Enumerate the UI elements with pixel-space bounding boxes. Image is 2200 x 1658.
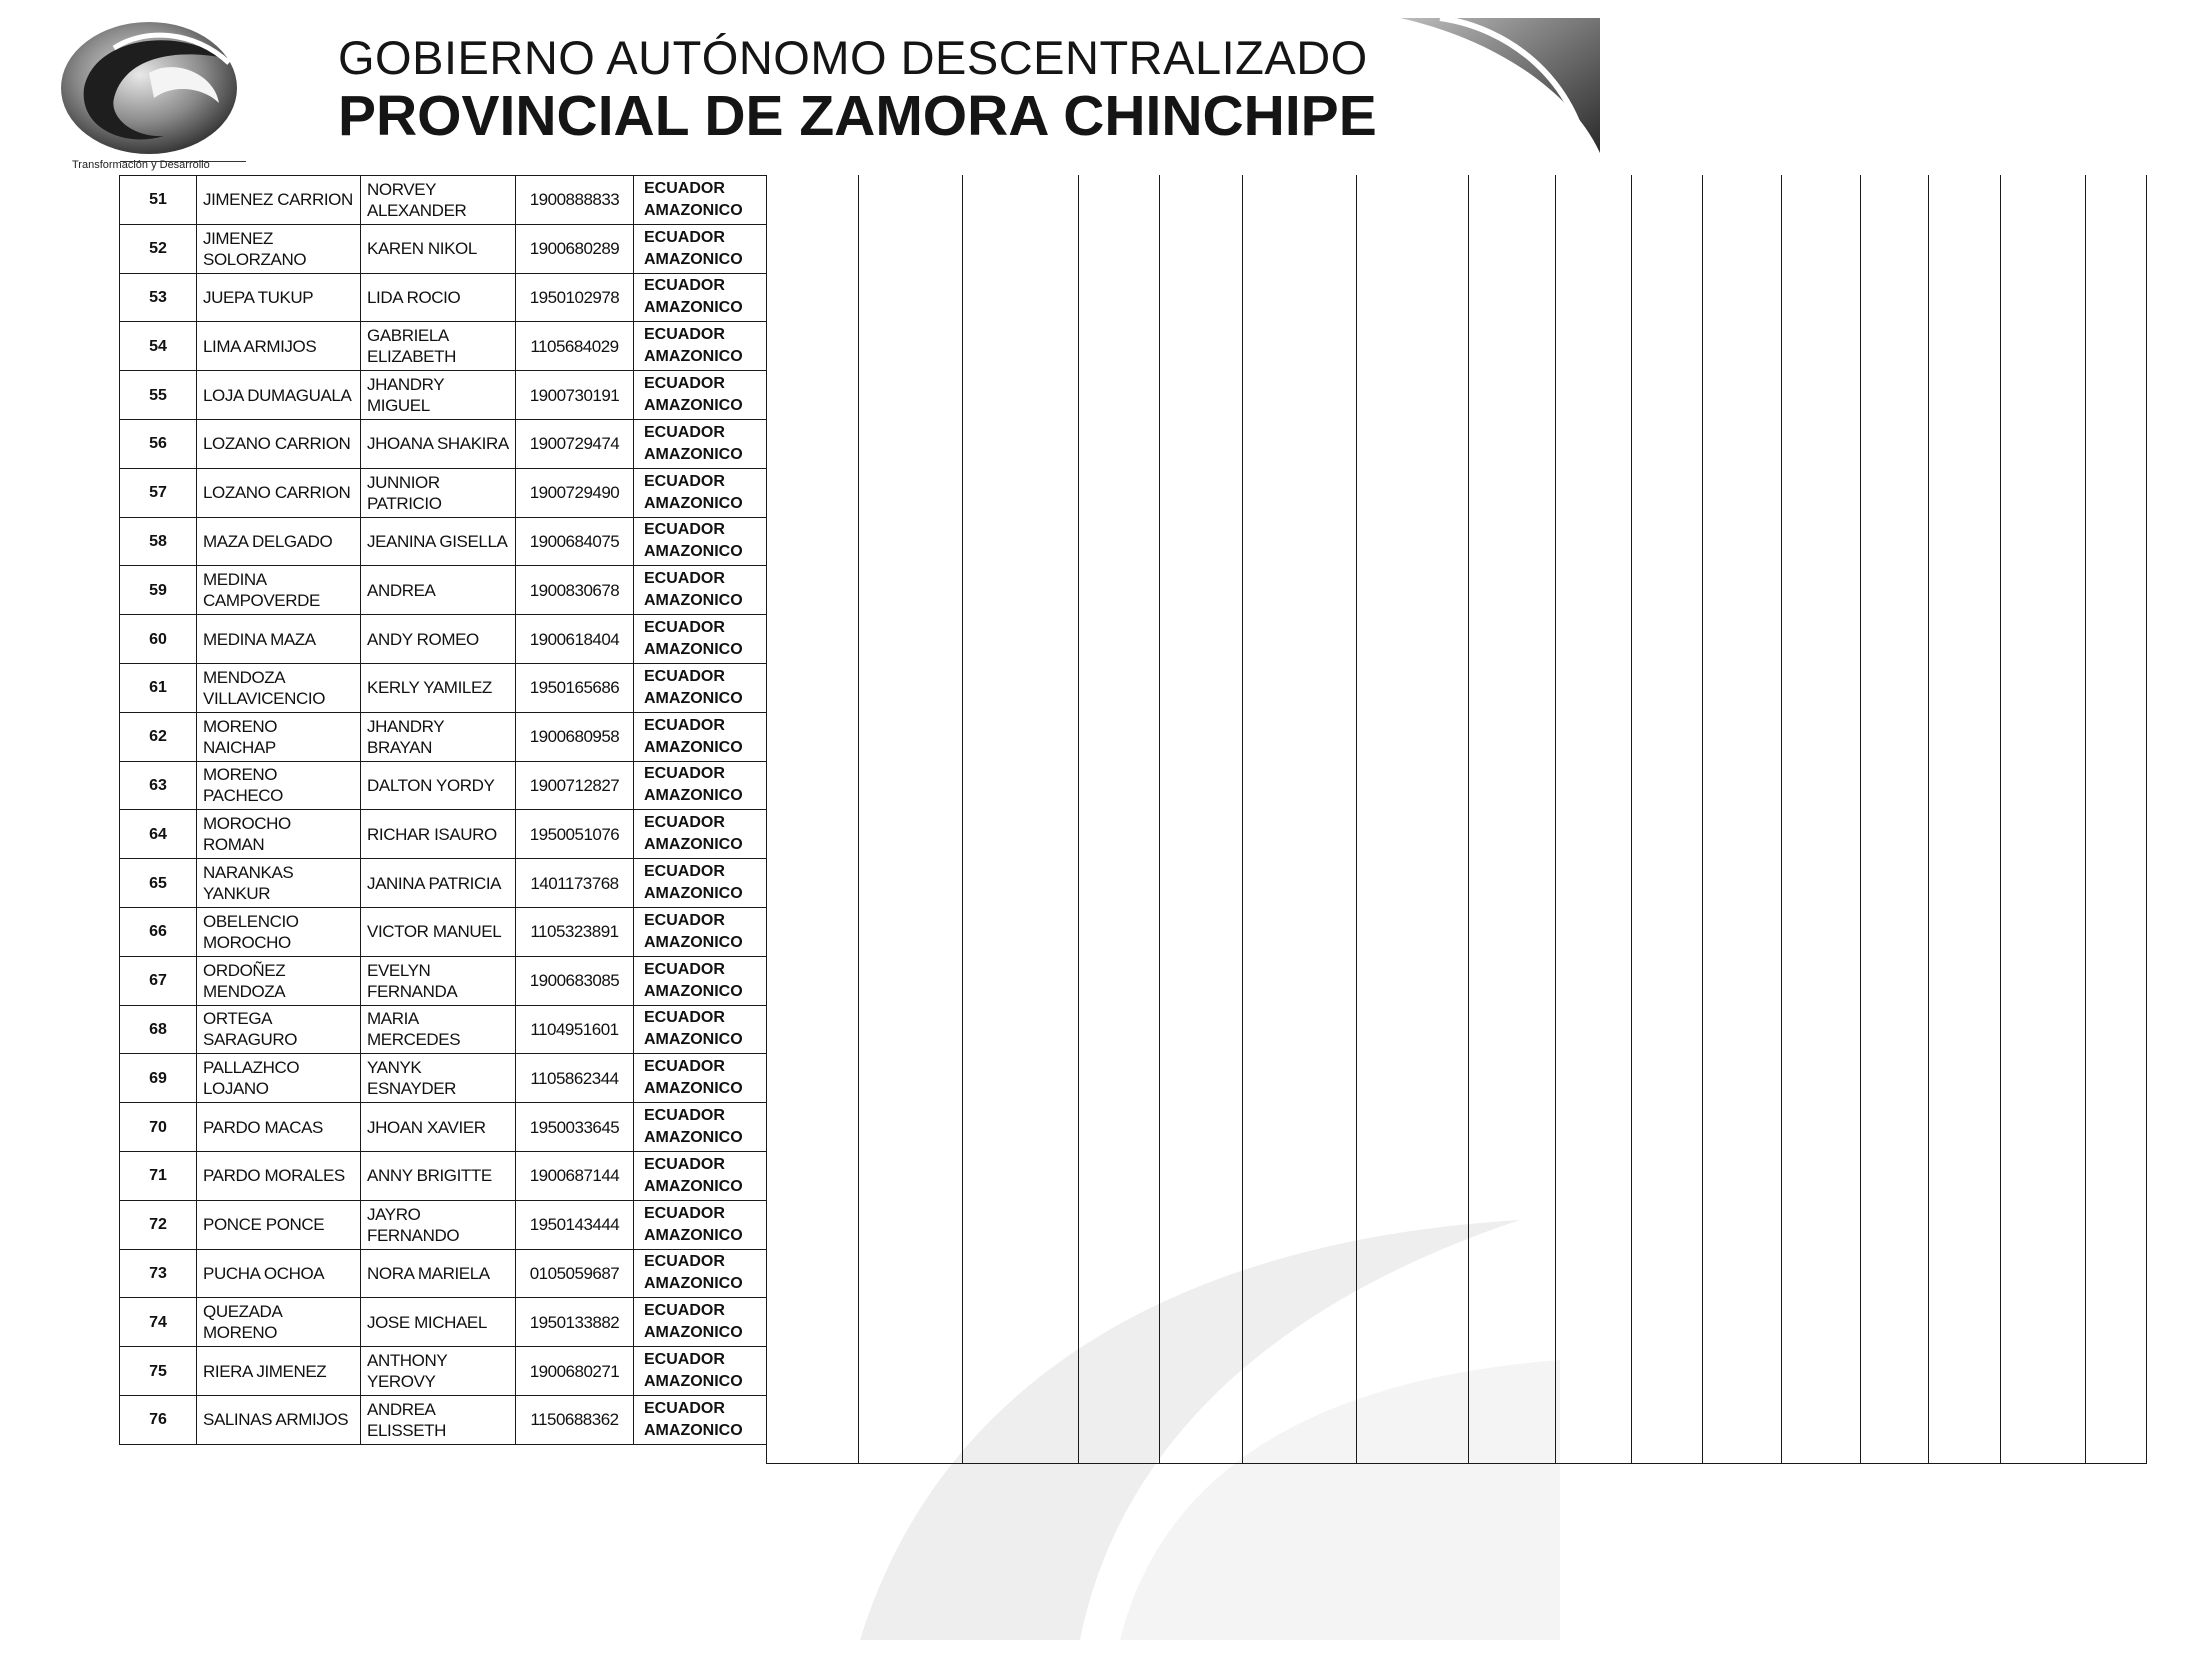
grid-column-line	[2085, 175, 2086, 1463]
grid-column-line	[1242, 175, 1243, 1463]
unit-cell: ECUADOR AMAZONICO	[634, 712, 767, 761]
surname-cell: PALLAZHCO LOJANO	[197, 1054, 361, 1103]
row-number: 56	[120, 419, 197, 468]
surname-cell: PARDO MACAS	[197, 1103, 361, 1152]
table-row	[120, 273, 767, 322]
surname-cell: LOZANO CARRION	[197, 468, 361, 517]
surname-cell: PARDO MORALES	[197, 1151, 361, 1200]
given-names-cell: GABRIELA ELIZABETH	[361, 322, 516, 371]
grid-column-line	[2146, 175, 2147, 1463]
table-row	[120, 371, 767, 420]
unit-cell: ECUADOR AMAZONICO	[634, 1054, 767, 1103]
unit-cell: ECUADOR AMAZONICO	[634, 761, 767, 810]
id-number-cell: 1950102978	[516, 273, 634, 322]
id-number-cell: 1104951601	[516, 1005, 634, 1054]
surname-cell: MORENO NAICHAP	[197, 712, 361, 761]
given-names-cell: JOSE MICHAEL	[361, 1298, 516, 1347]
id-number-cell: 1105684029	[516, 322, 634, 371]
id-number-cell: 0105059687	[516, 1249, 634, 1298]
given-names-cell: RICHAR ISAURO	[361, 810, 516, 859]
table-row	[120, 517, 767, 566]
row-number: 75	[120, 1347, 197, 1396]
unit-cell: ECUADOR AMAZONICO	[634, 907, 767, 956]
row-number: 63	[120, 761, 197, 810]
row-number: 70	[120, 1103, 197, 1152]
surname-cell: MOROCHO ROMAN	[197, 810, 361, 859]
table-row	[120, 663, 767, 712]
id-number-cell: 1900730191	[516, 371, 634, 420]
unit-cell: ECUADOR AMAZONICO	[634, 663, 767, 712]
table-row	[120, 1005, 767, 1054]
surname-cell: QUEZADA MORENO	[197, 1298, 361, 1347]
unit-cell: ECUADOR AMAZONICO	[634, 224, 767, 273]
given-names-cell: DALTON YORDY	[361, 761, 516, 810]
given-names-cell: EVELYN FERNANDA	[361, 956, 516, 1005]
unit-cell: ECUADOR AMAZONICO	[634, 1151, 767, 1200]
surname-cell: JUEPA TUKUP	[197, 273, 361, 322]
table-row	[120, 1103, 767, 1152]
id-number-cell: 1900830678	[516, 566, 634, 615]
surname-cell: RIERA JIMENEZ	[197, 1347, 361, 1396]
table-row	[120, 810, 767, 859]
surname-cell: SALINAS ARMIJOS	[197, 1395, 361, 1444]
row-number: 76	[120, 1395, 197, 1444]
grid-column-line	[1702, 175, 1703, 1463]
given-names-cell: ANNY BRIGITTE	[361, 1151, 516, 1200]
grid-column-line	[858, 175, 859, 1463]
unit-cell: ECUADOR AMAZONICO	[634, 956, 767, 1005]
row-number: 69	[120, 1054, 197, 1103]
id-number-cell: 1950033645	[516, 1103, 634, 1152]
given-names-cell: JHOANA SHAKIRA	[361, 419, 516, 468]
id-number-cell: 1900618404	[516, 615, 634, 664]
table-row	[120, 224, 767, 273]
row-number: 60	[120, 615, 197, 664]
id-number-cell: 1900729474	[516, 419, 634, 468]
participants-table	[119, 175, 767, 1445]
unit-cell: ECUADOR AMAZONICO	[634, 1200, 767, 1249]
row-number: 61	[120, 663, 197, 712]
surname-cell: JIMENEZ SOLORZANO	[197, 224, 361, 273]
row-number: 58	[120, 517, 197, 566]
table-row	[120, 712, 767, 761]
grid-column-line	[1781, 175, 1782, 1463]
unit-cell: ECUADOR AMAZONICO	[634, 322, 767, 371]
table-row	[120, 1054, 767, 1103]
table-row	[120, 859, 767, 908]
row-number: 68	[120, 1005, 197, 1054]
given-names-cell: LIDA ROCIO	[361, 273, 516, 322]
row-number: 74	[120, 1298, 197, 1347]
row-number: 53	[120, 273, 197, 322]
table-row	[120, 419, 767, 468]
unit-cell: ECUADOR AMAZONICO	[634, 371, 767, 420]
given-names-cell: JUNNIOR PATRICIO	[361, 468, 516, 517]
id-number-cell: 1900680271	[516, 1347, 634, 1396]
id-number-cell: 1950133882	[516, 1298, 634, 1347]
id-number-cell: 1150688362	[516, 1395, 634, 1444]
table-row	[120, 1347, 767, 1396]
table-row	[120, 615, 767, 664]
row-number: 72	[120, 1200, 197, 1249]
table-row	[120, 1395, 767, 1444]
unit-cell: ECUADOR AMAZONICO	[634, 566, 767, 615]
grid-column-line	[962, 175, 963, 1463]
page-title-line-1: GOBIERNO AUTÓNOMO DESCENTRALIZADO	[338, 31, 1368, 84]
logo-icon	[54, 18, 244, 158]
id-number-cell: 1900729490	[516, 468, 634, 517]
grid-column-line	[1078, 175, 1079, 1463]
unit-cell: ECUADOR AMAZONICO	[634, 1103, 767, 1152]
grid-column-line	[2000, 175, 2001, 1463]
given-names-cell: MARIA MERCEDES	[361, 1005, 516, 1054]
given-names-cell: KERLY YAMILEZ	[361, 663, 516, 712]
unit-cell: ECUADOR AMAZONICO	[634, 1347, 767, 1396]
table-row	[120, 1249, 767, 1298]
surname-cell: JIMENEZ CARRION	[197, 176, 361, 225]
table-row	[120, 1298, 767, 1347]
surname-cell: MEDINA CAMPOVERDE	[197, 566, 361, 615]
row-number: 52	[120, 224, 197, 273]
header-swoosh-icon	[1400, 18, 1600, 153]
table-body	[120, 176, 767, 1445]
logo-tagline: Transformación y Desarrollo	[72, 159, 210, 171]
table-row	[120, 566, 767, 615]
row-number: 59	[120, 566, 197, 615]
given-names-cell: NORVEY ALEXANDER	[361, 176, 516, 225]
grid-column-line	[1555, 175, 1556, 1463]
unit-cell: ECUADOR AMAZONICO	[634, 615, 767, 664]
surname-cell: LIMA ARMIJOS	[197, 322, 361, 371]
surname-cell: NARANKAS YANKUR	[197, 859, 361, 908]
grid-column-line	[766, 175, 767, 1463]
given-names-cell: VICTOR MANUEL	[361, 907, 516, 956]
row-number: 71	[120, 1151, 197, 1200]
given-names-cell: NORA MARIELA	[361, 1249, 516, 1298]
id-number-cell: 1900684075	[516, 517, 634, 566]
unit-cell: ECUADOR AMAZONICO	[634, 273, 767, 322]
given-names-cell: ANDY ROMEO	[361, 615, 516, 664]
unit-cell: ECUADOR AMAZONICO	[634, 1298, 767, 1347]
page-title-line-2: PROVINCIAL DE ZAMORA CHINCHIPE	[338, 84, 1377, 148]
unit-cell: ECUADOR AMAZONICO	[634, 1005, 767, 1054]
table-row	[120, 761, 767, 810]
given-names-cell: KAREN NIKOL	[361, 224, 516, 273]
id-number-cell: 1105323891	[516, 907, 634, 956]
unit-cell: ECUADOR AMAZONICO	[634, 810, 767, 859]
given-names-cell: ANDREA	[361, 566, 516, 615]
grid-column-line	[1860, 175, 1861, 1463]
table-row	[120, 322, 767, 371]
unit-cell: ECUADOR AMAZONICO	[634, 859, 767, 908]
id-number-cell: 1950165686	[516, 663, 634, 712]
id-number-cell: 1950143444	[516, 1200, 634, 1249]
surname-cell: MAZA DELGADO	[197, 517, 361, 566]
id-number-cell: 1900680289	[516, 224, 634, 273]
given-names-cell: JHANDRY BRAYAN	[361, 712, 516, 761]
row-number: 64	[120, 810, 197, 859]
id-number-cell: 1900712827	[516, 761, 634, 810]
unit-cell: ECUADOR AMAZONICO	[634, 1249, 767, 1298]
row-number: 67	[120, 956, 197, 1005]
surname-cell: MEDINA MAZA	[197, 615, 361, 664]
surname-cell: OBELENCIO MOROCHO	[197, 907, 361, 956]
row-number: 57	[120, 468, 197, 517]
unit-cell: ECUADOR AMAZONICO	[634, 1395, 767, 1444]
table-row	[120, 1151, 767, 1200]
row-number: 51	[120, 176, 197, 225]
unit-cell: ECUADOR AMAZONICO	[634, 419, 767, 468]
surname-cell: LOZANO CARRION	[197, 419, 361, 468]
grid-column-line	[1356, 175, 1357, 1463]
table-row	[120, 907, 767, 956]
given-names-cell: YANYK ESNAYDER	[361, 1054, 516, 1103]
surname-cell: MORENO PACHECO	[197, 761, 361, 810]
surname-cell: PONCE PONCE	[197, 1200, 361, 1249]
given-names-cell: ANTHONY YEROVY	[361, 1347, 516, 1396]
surname-cell: ORTEGA SARAGURO	[197, 1005, 361, 1054]
id-number-cell: 1900683085	[516, 956, 634, 1005]
given-names-cell: JEANINA GISELLA	[361, 517, 516, 566]
blank-columns-grid	[766, 175, 2147, 1464]
id-number-cell: 1401173768	[516, 859, 634, 908]
id-number-cell: 1105862344	[516, 1054, 634, 1103]
table-row	[120, 956, 767, 1005]
unit-cell: ECUADOR AMAZONICO	[634, 176, 767, 225]
given-names-cell: JHOAN XAVIER	[361, 1103, 516, 1152]
grid-column-line	[1631, 175, 1632, 1463]
table-row	[120, 468, 767, 517]
surname-cell: LOJA DUMAGUALA	[197, 371, 361, 420]
table-row	[120, 176, 767, 225]
given-names-cell: JHANDRY MIGUEL	[361, 371, 516, 420]
surname-cell: PUCHA OCHOA	[197, 1249, 361, 1298]
id-number-cell: 1900687144	[516, 1151, 634, 1200]
id-number-cell: 1900680958	[516, 712, 634, 761]
surname-cell: MENDOZA VILLAVICENCIO	[197, 663, 361, 712]
given-names-cell: JAYRO FERNANDO	[361, 1200, 516, 1249]
row-number: 73	[120, 1249, 197, 1298]
unit-cell: ECUADOR AMAZONICO	[634, 517, 767, 566]
table-row	[120, 1200, 767, 1249]
row-number: 65	[120, 859, 197, 908]
row-number: 54	[120, 322, 197, 371]
given-names-cell: ANDREA ELISSETH	[361, 1395, 516, 1444]
row-number: 66	[120, 907, 197, 956]
grid-column-line	[1928, 175, 1929, 1463]
row-number: 55	[120, 371, 197, 420]
surname-cell: ORDOÑEZ MENDOZA	[197, 956, 361, 1005]
id-number-cell: 1950051076	[516, 810, 634, 859]
grid-column-line	[1468, 175, 1469, 1463]
unit-cell: ECUADOR AMAZONICO	[634, 468, 767, 517]
row-number: 62	[120, 712, 197, 761]
given-names-cell: JANINA PATRICIA	[361, 859, 516, 908]
grid-column-line	[1159, 175, 1160, 1463]
id-number-cell: 1900888833	[516, 176, 634, 225]
